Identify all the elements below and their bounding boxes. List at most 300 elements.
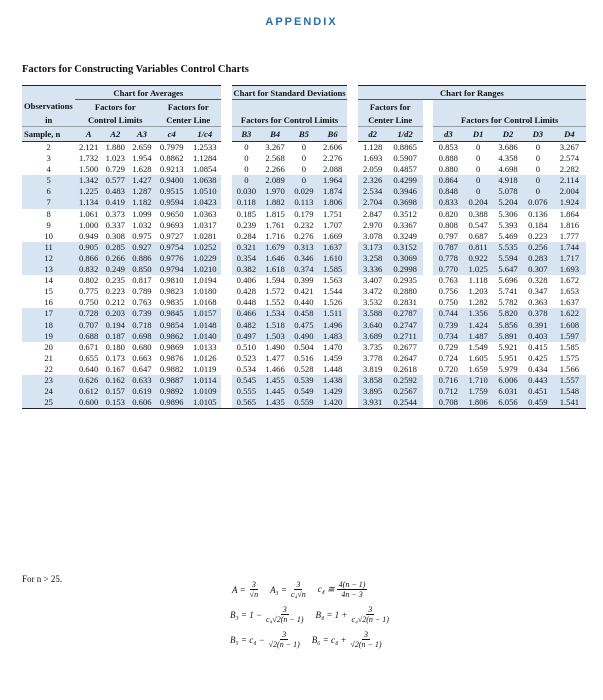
factor-cell: 0.716 <box>433 375 463 386</box>
factor-cell: 0.2998 <box>388 264 423 275</box>
factor-cell: 1.0854 <box>192 164 217 175</box>
factor-cell: 1.0638 <box>188 175 221 186</box>
factor-cell: 0.030 <box>232 186 261 197</box>
formula-den: c₄√2(n − 1) <box>266 615 304 624</box>
factor-cell: 0.655 <box>78 352 99 363</box>
factor-cell: 1.490 <box>265 341 285 352</box>
factor-cell: 5.535 <box>493 242 523 253</box>
factor-cell: 5.393 <box>498 219 518 230</box>
sample-size-cell: 8 <box>46 208 51 219</box>
formula-B6 <box>312 630 384 649</box>
table-row <box>22 209 586 220</box>
sample-size-cell: 25 <box>22 397 75 409</box>
factor-cell: 1.0133 <box>192 341 217 352</box>
sample-size-cell: 12 <box>22 253 75 264</box>
factor-cell: 0.680 <box>132 341 152 352</box>
factor-cell: 1.500 <box>78 164 99 175</box>
formula-lhs: A₃ = <box>270 584 288 595</box>
factor-cell: 5.891 <box>493 331 523 342</box>
factor-cell: 5.856 <box>493 320 523 331</box>
factor-cell: 0.9862 <box>155 331 188 342</box>
factor-cell: 0.187 <box>102 331 129 342</box>
factor-cell: 0.504 <box>294 341 314 352</box>
factor-cell: 5.951 <box>498 352 518 363</box>
factor-cell: 4.698 <box>498 164 518 175</box>
factor-cell: 0.076 <box>523 197 553 208</box>
factor-cell: 1.653 <box>559 286 580 297</box>
sample-size-cell: 3 <box>46 153 51 164</box>
factor-cell: 0.425 <box>528 352 548 363</box>
avg-center-head-2: Center Line <box>155 113 221 127</box>
factor-cell: 1.575 <box>559 352 580 363</box>
factor-cell: 1.0180 <box>192 286 217 297</box>
factor-cell: 0.720 <box>438 363 458 374</box>
factor-cell: 2.574 <box>559 153 580 164</box>
factor-cell: 1.0510 <box>188 186 221 197</box>
factor-cell: 0 <box>301 153 307 164</box>
sample-size-cell: 24 <box>22 386 75 397</box>
factor-cell: 1.0119 <box>193 363 217 374</box>
factor-cell: 0.391 <box>523 320 553 331</box>
factor-cell: 0.313 <box>289 242 318 253</box>
factor-cell: 1.549 <box>468 341 488 352</box>
factor-cell: 1.882 <box>261 197 290 208</box>
sample-size-cell: 2 <box>46 142 51 152</box>
sample-size-cell: 15 <box>44 286 53 297</box>
symbol-cell: A <box>75 127 102 142</box>
formula-num: 4(n − 1) <box>338 580 366 589</box>
factor-cell: 1.025 <box>463 264 493 275</box>
factor-cell: 0.3512 <box>393 208 417 219</box>
factor-cell: 0.853 <box>438 142 458 152</box>
factor-cell: 1.954 <box>132 153 152 164</box>
factor-cell: 0.734 <box>433 331 463 342</box>
factor-cell: 0.802 <box>78 275 99 286</box>
symbol-cell: A3 <box>129 127 156 142</box>
factor-cell: 0.577 <box>102 175 129 186</box>
factor-cell: 0.9845 <box>155 308 188 319</box>
factor-cell: 1.594 <box>265 275 285 286</box>
factor-cell: 0.880 <box>438 164 458 175</box>
factor-cell: 3.588 <box>358 308 388 319</box>
obs-label-1: Observations <box>22 100 75 114</box>
factor-cell: 0.157 <box>102 386 129 397</box>
factor-cell: 1.487 <box>463 331 493 342</box>
factor-cell: 0.640 <box>78 363 99 374</box>
group-ranges: Chart for Ranges <box>358 86 586 100</box>
factor-cell: 1.707 <box>322 219 343 230</box>
factor-cell: 0.373 <box>105 208 125 219</box>
factor-cell: 1.1284 <box>192 153 217 164</box>
factor-cell: 0.600 <box>75 397 102 409</box>
factor-cell: 0.739 <box>129 308 156 319</box>
factor-cell: 4.358 <box>498 153 518 164</box>
factor-cell: 0.223 <box>105 286 125 297</box>
appendix-heading: APPENDIX <box>265 16 338 28</box>
factor-cell: 0.9810 <box>159 275 184 286</box>
factor-cell: 1.459 <box>322 352 343 363</box>
factor-cell: 1.761 <box>265 219 285 230</box>
factor-cell: 0.888 <box>438 153 458 164</box>
factor-cell: 3.819 <box>362 363 383 374</box>
factor-cell: 1.534 <box>261 308 290 319</box>
table-row <box>22 375 586 386</box>
formula-lhs: B₅ = c₄ − <box>230 634 265 645</box>
factor-cell: 1.585 <box>559 341 580 352</box>
factor-cell: 1.0105 <box>188 397 221 409</box>
factor-cell: 1.448 <box>322 363 343 374</box>
factor-cell: 0.256 <box>523 242 553 253</box>
factor-cell: 0.763 <box>132 297 152 308</box>
sample-size-cell: 10 <box>44 230 53 241</box>
factor-cell: 0 <box>523 186 553 197</box>
factor-cell: 1.0157 <box>188 308 221 319</box>
obs-label-2: in <box>22 113 75 127</box>
obs-label-3: Sample, n <box>22 127 75 142</box>
factor-cell: 0.528 <box>294 363 314 374</box>
factor-cell: 0.778 <box>433 253 463 264</box>
factor-cell: 3.267 <box>559 142 580 152</box>
table-row <box>22 297 586 308</box>
factor-cell: 0.905 <box>75 242 102 253</box>
avg-limits-head-2: Control Limits <box>75 113 155 127</box>
factor-cell: 1.0423 <box>188 197 221 208</box>
factor-cell: 0 <box>476 142 481 152</box>
table-row <box>22 353 586 364</box>
symbol-cell: D4 <box>553 127 586 142</box>
factor-cell: 2.266 <box>265 164 285 175</box>
factor-cell: 1.637 <box>318 242 347 253</box>
factor-cell: 5.204 <box>493 197 523 208</box>
factor-cell: 0.440 <box>294 297 314 308</box>
factor-cell: 5.820 <box>493 308 523 319</box>
factor-cell: 0.321 <box>232 242 261 253</box>
table-row <box>22 253 586 264</box>
factor-cell: 1.511 <box>318 308 347 319</box>
factor-cell: 1.618 <box>261 264 290 275</box>
factor-cell: 5.979 <box>498 363 518 374</box>
factor-cell: 0.399 <box>294 275 314 286</box>
factor-cell: 1.0194 <box>192 275 217 286</box>
factor-cell: 0.173 <box>105 352 125 363</box>
factor-cell: 5.647 <box>493 264 523 275</box>
factor-cell: 0.832 <box>75 264 102 275</box>
factor-cell: 0.451 <box>523 386 553 397</box>
factor-cell: 0.606 <box>129 397 156 409</box>
factor-cell: 2.326 <box>358 175 388 186</box>
factor-cell: 0 <box>244 142 249 152</box>
factor-cell: 1.483 <box>318 331 347 342</box>
factor-cell: 0.459 <box>523 397 553 409</box>
sample-size-cell: 18 <box>22 320 75 331</box>
factor-cell: 0.266 <box>102 253 129 264</box>
sample-size-cell: 11 <box>22 242 75 253</box>
factor-cell: 0.770 <box>433 264 463 275</box>
factor-cell: 0.712 <box>433 386 463 397</box>
factor-cell: 0.466 <box>232 308 261 319</box>
factor-cell: 1.470 <box>322 341 343 352</box>
factor-cell: 0.497 <box>232 331 261 342</box>
factor-cell: 0.763 <box>438 275 458 286</box>
factor-cell: 2.970 <box>362 219 383 230</box>
factor-cell: 0.510 <box>236 341 256 352</box>
factor-cell: 0.647 <box>132 363 152 374</box>
factor-cell: 0.9594 <box>155 197 188 208</box>
factor-cell: 1.032 <box>132 219 152 230</box>
factor-cell: 1.2533 <box>192 142 217 152</box>
factor-cell: 2.606 <box>322 142 343 152</box>
sample-size-cell: 19 <box>22 331 75 342</box>
symbol-cell: D2 <box>493 127 523 142</box>
factor-cell: 1.806 <box>318 197 347 208</box>
factor-cell: 1.659 <box>468 363 488 374</box>
factor-cell: 0 <box>523 175 553 186</box>
factor-cell: 1.0148 <box>188 320 221 331</box>
factor-cell: 0.308 <box>105 230 125 241</box>
table-row <box>22 264 586 275</box>
factor-cell: 0.9794 <box>155 264 188 275</box>
factor-cell: 0 <box>535 164 540 175</box>
factor-cell: 0.850 <box>129 264 156 275</box>
factor-cell: 0.482 <box>232 320 261 331</box>
factor-cell: 1.134 <box>75 197 102 208</box>
table-row <box>22 231 586 242</box>
factor-cell: 0.729 <box>105 164 125 175</box>
factor-cell: 1.503 <box>261 331 290 342</box>
formula-num: 3 <box>364 630 368 639</box>
sample-size-cell: 22 <box>44 363 53 374</box>
factor-cell: 4.918 <box>493 175 523 186</box>
factor-cell: 0.284 <box>236 230 256 241</box>
factor-cell: 1.429 <box>318 386 347 397</box>
factor-cell: 1.970 <box>261 186 290 197</box>
factor-cell: 0.626 <box>75 375 102 386</box>
factor-cell: 0.9835 <box>159 297 184 308</box>
factor-cell: 2.121 <box>78 142 99 152</box>
factor-cell: 0 <box>301 142 307 152</box>
factor-cell: 0.2831 <box>393 297 417 308</box>
formula-lhs: B₃ = 1 − <box>230 609 263 620</box>
table-row <box>22 286 586 297</box>
factor-cell: 2.568 <box>265 153 285 164</box>
factor-cell: 0.2711 <box>388 331 423 342</box>
factor-cell: 1.548 <box>553 386 586 397</box>
factor-cell: 1.023 <box>105 153 125 164</box>
factor-cell: 0.2544 <box>388 397 423 409</box>
factor-cell: 1.455 <box>261 375 290 386</box>
factor-cell: 1.496 <box>318 320 347 331</box>
factor-cell: 1.597 <box>553 331 586 342</box>
factor-cell: 0.808 <box>438 219 458 230</box>
sample-size-cell: 23 <box>22 375 75 386</box>
factor-cell: 0.428 <box>236 286 256 297</box>
factor-cell: 0.239 <box>236 219 256 230</box>
factor-cell: 0.7979 <box>159 142 184 152</box>
factor-cell: 1.0229 <box>188 253 221 264</box>
formula-den: c₄√n <box>291 590 306 599</box>
factor-cell: 0.276 <box>294 230 314 241</box>
factor-cell: 0.8862 <box>159 153 184 164</box>
table-row <box>22 364 586 375</box>
factor-cell: 0.9515 <box>155 186 188 197</box>
factor-cell: 1.964 <box>318 175 347 186</box>
factor-cell: 0.415 <box>528 341 548 352</box>
factor-cell: 0.285 <box>102 242 129 253</box>
factor-cell: 0.927 <box>129 242 156 253</box>
sample-size-cell: 6 <box>22 186 75 197</box>
factor-cell: 2.089 <box>261 175 290 186</box>
symbol-cell: c4 <box>155 127 188 142</box>
factor-cell: 1.128 <box>362 142 383 152</box>
symbol-cell: 1/c4 <box>188 127 221 142</box>
factor-cell: 0.2592 <box>388 375 423 386</box>
factor-cell: 0.848 <box>433 186 463 197</box>
table-row <box>22 320 586 331</box>
formula-c4 <box>318 580 368 599</box>
factor-cell: 0 <box>463 175 493 186</box>
factor-cell: 1.622 <box>553 308 586 319</box>
factor-cell: 0.347 <box>528 286 548 297</box>
factor-cell: 2.659 <box>132 142 152 152</box>
factor-cell: 0.421 <box>294 286 314 297</box>
factor-cell: 0.9823 <box>159 286 184 297</box>
factor-cell: 0.9776 <box>155 253 188 264</box>
factor-cell: 1.0252 <box>188 242 221 253</box>
sample-size-cell: 21 <box>44 352 53 363</box>
factor-cell: 0.483 <box>102 186 129 197</box>
factor-cell: 1.445 <box>261 386 290 397</box>
avg-center-head-1: Factors for <box>155 100 221 114</box>
factor-cell: 1.637 <box>559 297 580 308</box>
factor-cell: 1.672 <box>559 275 580 286</box>
factor-cell: 1.880 <box>105 142 125 152</box>
factor-cell: 0.724 <box>438 352 458 363</box>
formula-num: 3 <box>282 605 287 614</box>
factor-cell: 0 <box>476 153 481 164</box>
sample-size-cell: 9 <box>46 219 51 230</box>
formula-num: 3 <box>251 580 256 589</box>
factor-cell: 5.469 <box>498 230 518 241</box>
factor-cell: 1.816 <box>559 219 580 230</box>
factor-cell: 0.153 <box>102 397 129 409</box>
factor-cell: 0 <box>244 153 249 164</box>
factor-cell: 0.9869 <box>159 341 184 352</box>
factor-cell: 0.2647 <box>393 352 417 363</box>
factor-cell: 0 <box>289 175 318 186</box>
rng-limits-head: Factors for Control Limits <box>433 113 586 127</box>
symbol-cell: B5 <box>289 127 318 142</box>
factor-cell: 1.716 <box>265 230 285 241</box>
factor-cell: 1.0140 <box>188 331 221 342</box>
factor-cell: 0.328 <box>528 275 548 286</box>
table-row <box>22 331 586 342</box>
table-row <box>22 197 586 208</box>
formula-den: √2(n − 1) <box>268 640 300 649</box>
factor-cell: 1.557 <box>553 375 586 386</box>
table-row <box>22 142 586 154</box>
factor-cell: 1.585 <box>318 264 347 275</box>
factor-cell: 1.0126 <box>192 352 217 363</box>
factor-cell: 1.225 <box>75 186 102 197</box>
factor-cell: 3.689 <box>358 331 388 342</box>
factor-cell: 0.707 <box>75 320 102 331</box>
factor-cell: 0.922 <box>463 253 493 264</box>
factor-cell: 0 <box>301 164 307 175</box>
factor-cell: 0.633 <box>129 375 156 386</box>
factor-cell: 0 <box>535 153 540 164</box>
factor-cell: 0.698 <box>129 331 156 342</box>
factor-cell: 5.921 <box>498 341 518 352</box>
factor-cell: 0.671 <box>78 341 99 352</box>
factor-cell: 2.088 <box>322 164 343 175</box>
factor-cell: 1.0168 <box>192 297 217 308</box>
factor-cell: 2.276 <box>322 153 343 164</box>
table-row <box>22 242 586 253</box>
formula-A <box>232 580 260 599</box>
factor-cell: 0.354 <box>232 253 261 264</box>
factor-cell: 0.9727 <box>159 230 184 241</box>
factor-cell: 2.114 <box>553 175 586 186</box>
table-title: Factors for Constructing Variables Control Charts <box>22 64 249 75</box>
factor-cell: 0.789 <box>132 286 152 297</box>
factor-cell: 0.283 <box>523 253 553 264</box>
factor-cell: 1.438 <box>318 375 347 386</box>
factor-cell: 0.565 <box>232 397 261 409</box>
factor-cell: 1.0109 <box>188 386 221 397</box>
factor-cell: 1.287 <box>129 186 156 197</box>
factor-cell: 0.687 <box>468 230 488 241</box>
factor-cell: 0.180 <box>105 341 125 352</box>
factor-cell: 0.3367 <box>393 219 417 230</box>
factor-cell: 0 <box>244 164 249 175</box>
formula-den: 4n − 3 <box>341 590 363 599</box>
factor-cell: 0.185 <box>236 208 256 219</box>
factor-cell: 2.059 <box>362 164 383 175</box>
factor-cell: 1.0114 <box>188 375 221 386</box>
factor-cell: 0.167 <box>105 363 125 374</box>
factor-cell: 0.490 <box>289 331 318 342</box>
factor-cell: 1.751 <box>322 208 343 219</box>
factor-cell: 3.931 <box>358 397 388 409</box>
factor-cell: 1.710 <box>463 375 493 386</box>
rng-center-head-1: Factors for <box>358 100 423 114</box>
factor-cell: 0.663 <box>132 352 152 363</box>
formula-num: 3 <box>296 580 301 589</box>
factor-cell: 0.864 <box>433 175 463 186</box>
factor-cell: 0 <box>476 164 481 175</box>
factor-cell: 0.434 <box>528 363 548 374</box>
factor-cell: 1.466 <box>265 363 285 374</box>
factor-cell: 1.628 <box>132 164 152 175</box>
symbol-cell: D3 <box>523 127 553 142</box>
factor-cell: 0.4299 <box>388 175 423 186</box>
factor-cell: 0.756 <box>438 286 458 297</box>
sample-size-cell: 14 <box>44 275 53 286</box>
factor-cell: 1.427 <box>129 175 156 186</box>
factor-cell: 1.605 <box>468 352 488 363</box>
factor-cell: 0.811 <box>463 242 493 253</box>
sample-size-cell: 13 <box>22 264 75 275</box>
factor-cell: 0.204 <box>463 197 493 208</box>
std-limits-head: Factors for Control Limits <box>232 113 347 127</box>
formula-lhs: A = <box>232 584 246 595</box>
factor-cell: 1.203 <box>468 286 488 297</box>
factor-cell: 0.2880 <box>393 286 417 297</box>
factor-cell: 0.545 <box>232 375 261 386</box>
factor-cell: 0 <box>535 142 540 152</box>
factor-cell: 1.566 <box>559 363 580 374</box>
formula-B5 <box>230 630 302 649</box>
